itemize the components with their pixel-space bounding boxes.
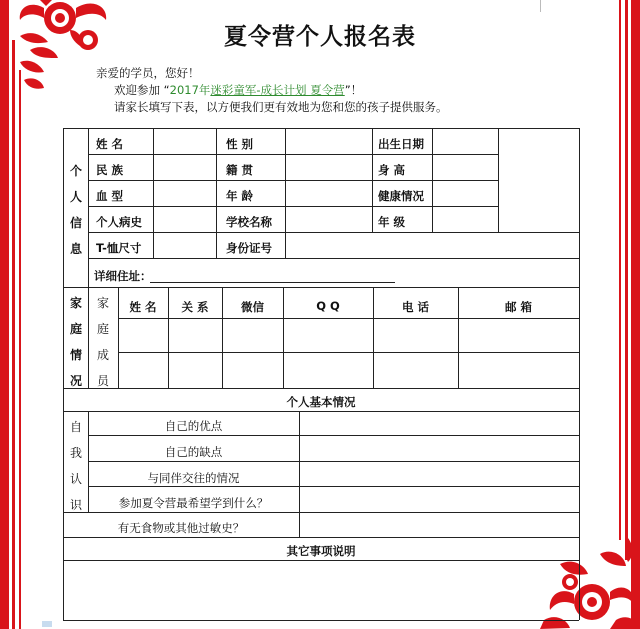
gender-label: 性 别 xyxy=(226,137,254,151)
family-col-name: 姓 名 xyxy=(129,300,157,314)
tshirt-size-label: T-恤尺寸 xyxy=(96,241,142,255)
welcome-line xyxy=(96,82,448,99)
personal-info-section-label: 个 人 信 息 xyxy=(69,164,82,256)
family-col-email: 邮 箱 xyxy=(504,300,532,314)
other-notes-header: 其它事项说明 xyxy=(286,544,356,558)
blood-type-label: 血 型 xyxy=(96,189,124,203)
program-year: 2017年 xyxy=(169,83,211,97)
family-col-relation: 关 系 xyxy=(181,300,209,314)
grade-label: 年 级 xyxy=(378,215,406,229)
id-number-label: 身份证号 xyxy=(226,241,272,255)
native-place-label: 籍 贯 xyxy=(226,163,254,177)
family-section-label: 家 庭 情 况 xyxy=(69,296,82,388)
weaknesses-label: 自己的缺点 xyxy=(164,445,223,459)
family-col-wechat: 微信 xyxy=(241,300,264,314)
family-members-label: 家 庭 成 员 xyxy=(96,296,109,388)
allergy-label: 有无食物或其他过敏史？ xyxy=(117,521,245,535)
family-col-qq: Q Q xyxy=(316,299,340,313)
school-label: 学校名称 xyxy=(226,215,272,229)
learning-goals-label: 参加夏令营最希望学到什么？ xyxy=(118,496,269,510)
page-title: 夏令营个人报名表 xyxy=(224,23,416,50)
family-col-phone: 电 话 xyxy=(401,300,429,314)
name-label: 姓 名 xyxy=(96,137,124,151)
instruction-text: 请家长填写下表，以方便我们更有效地为您和您的孩子提供服务。 xyxy=(114,100,448,114)
age-label: 年 龄 xyxy=(226,189,254,203)
program-name: 迷彩童军-成长计划 夏令营 xyxy=(210,83,345,97)
medical-history-label: 个人病史 xyxy=(96,215,142,229)
height-label: 身 高 xyxy=(378,163,406,177)
basic-info-header: 个人基本情况 xyxy=(286,395,356,409)
health-label: 健康情况 xyxy=(378,189,424,203)
address-label: 详细住址： xyxy=(94,269,152,283)
page-corner-marker xyxy=(42,621,52,627)
birth-date-label: 出生日期 xyxy=(378,137,424,151)
self-awareness-label: 自 我 认 识 xyxy=(69,420,82,512)
welcome-prefix: 欢迎参加 “ xyxy=(114,83,170,97)
intro-block xyxy=(96,65,448,116)
strengths-label: 自己的优点 xyxy=(164,419,223,433)
peer-relations-label: 与同伴交往的情况 xyxy=(147,471,240,485)
greeting-text: 亲爱的学员，您好！ xyxy=(96,66,200,80)
address-input-line[interactable] xyxy=(150,282,395,283)
welcome-suffix: ”！ xyxy=(344,83,363,97)
ethnicity-label: 民 族 xyxy=(96,163,124,177)
